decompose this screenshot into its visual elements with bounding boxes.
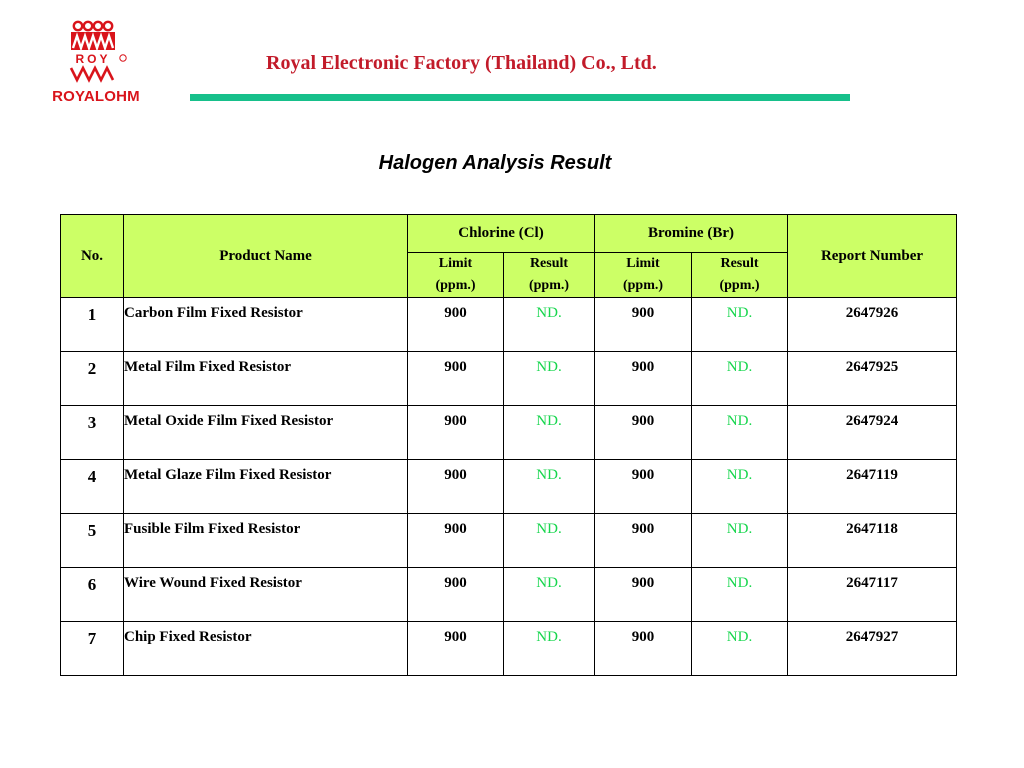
table-row [61,622,957,676]
halogen-results-table [60,214,957,676]
bromine-result: ND. [692,568,788,622]
report-number: 2647117 [788,568,957,622]
report-number: 2647119 [788,460,957,514]
header-br-result-unit: (ppm.) [719,278,760,293]
chlorine-limit: 900 [408,298,504,352]
header-bromine: Bromine (Br) [595,215,788,253]
chlorine-result: ND. [504,514,595,568]
product-name: Carbon Film Fixed Resistor [124,298,408,352]
bromine-limit: 900 [595,460,692,514]
table-row [61,352,957,406]
bromine-result: ND. [692,352,788,406]
product-name: Metal Oxide Film Fixed Resistor [124,406,408,460]
bromine-result: ND. [692,460,788,514]
chlorine-result: ND. [504,622,595,676]
row-number: 7 [61,622,124,676]
header-cl-result [504,253,595,298]
table-row [61,298,957,352]
header-product-name: Product Name [124,215,408,298]
header-br-limit-label: Limit [626,256,660,271]
header-cl-result-label: Result [529,256,569,271]
chlorine-limit: 900 [408,622,504,676]
chlorine-limit: 900 [408,568,504,622]
table-row [61,406,957,460]
chlorine-result: ND. [504,460,595,514]
header-cl-limit-unit: (ppm.) [435,278,476,293]
table-row [61,514,957,568]
chlorine-result: ND. [504,406,595,460]
logo-mark-text: ROY [75,52,111,66]
row-number: 6 [61,568,124,622]
row-number: 4 [61,460,124,514]
product-name: Metal Glaze Film Fixed Resistor [124,460,408,514]
bromine-result: ND. [692,514,788,568]
row-number: 3 [61,406,124,460]
header-br-limit-unit: (ppm.) [622,278,664,293]
header-chlorine: Chlorine (Cl) [408,215,595,253]
table-row [61,568,957,622]
chlorine-limit: 900 [408,406,504,460]
chlorine-limit: 900 [408,460,504,514]
bromine-limit: 900 [595,568,692,622]
bromine-limit: 900 [595,406,692,460]
report-number: 2647927 [788,622,957,676]
header-cl-limit-label: Limit [438,256,473,271]
header-cl-result-unit: (ppm.) [528,278,570,293]
product-name: Metal Film Fixed Resistor [124,352,408,406]
royalohm-logo-mark [44,18,148,90]
bromine-limit: 900 [595,352,692,406]
chlorine-result: ND. [504,352,595,406]
header-br-result-label: Result [720,256,759,271]
product-name: Wire Wound Fixed Resistor [124,568,408,622]
bromine-result: ND. [692,406,788,460]
bromine-limit: 900 [595,622,692,676]
report-number: 2647926 [788,298,957,352]
header-accent-bar [190,94,850,101]
royalohm-logo [44,18,148,108]
row-number: 1 [61,298,124,352]
report-number: 2647925 [788,352,957,406]
logo-wordmark: ROYALOHM [52,88,140,105]
header-report-number: Report Number [788,215,957,298]
document-title: Halogen Analysis Result [378,152,612,174]
row-number: 5 [61,514,124,568]
bromine-result: ND. [692,298,788,352]
chlorine-limit: 900 [408,514,504,568]
chlorine-limit: 900 [408,352,504,406]
company-name: Royal Electronic Factory (Thailand) Co., Ltd. [266,52,657,74]
header-no: No. [61,215,124,298]
row-number: 2 [61,352,124,406]
header-br-limit [595,253,692,298]
bromine-limit: 900 [595,298,692,352]
chlorine-result: ND. [504,568,595,622]
report-number: 2647118 [788,514,957,568]
header-cl-limit [408,253,504,298]
bromine-result: ND. [692,622,788,676]
product-name: Fusible Film Fixed Resistor [124,514,408,568]
header-br-result [692,253,788,298]
table-row [61,460,957,514]
report-number: 2647924 [788,406,957,460]
product-name: Chip Fixed Resistor [124,622,408,676]
bromine-limit: 900 [595,514,692,568]
chlorine-result: ND. [504,298,595,352]
